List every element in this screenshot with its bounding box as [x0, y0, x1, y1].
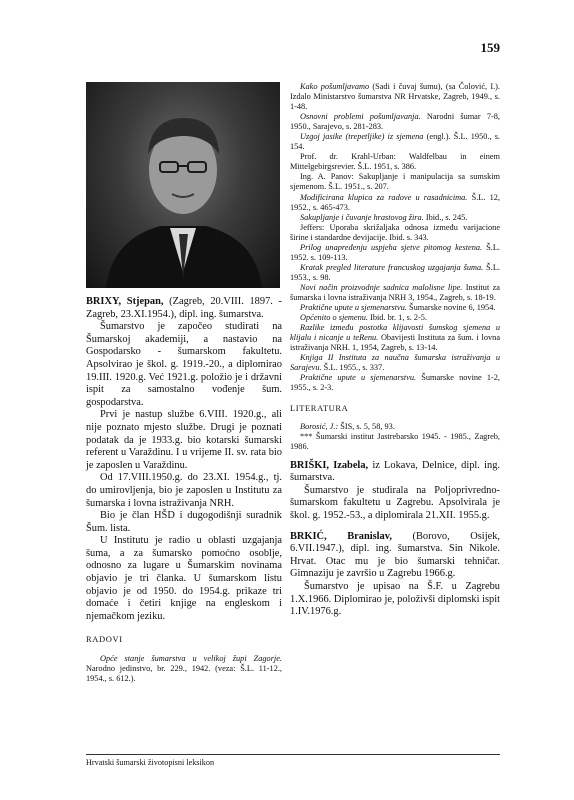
- entry-dates: (Zagreb, 20.VIII. 1897. - Zagreb, 23.XI.1954.), dipl. ing. šumarstva.: [86, 296, 283, 320]
- work-item: Kako pošumljavamo (Sadi i čuvaj šumu), (sa Čolović, I.). Izdalo Ministarstvo šumarstva NR Hrvatske, Zagreb, 1949., s. 1-48.: [290, 82, 500, 112]
- radovi-heading: RADOVI: [86, 634, 123, 645]
- paragraph: Šumarstvo je upisao na Š.F. u Zagrebu 1.X.1966. Diplomirao je, položivši diplomski ispit 1.IV.1976.g.: [290, 580, 500, 618]
- portrait-photo: [86, 82, 280, 288]
- work-reference: Opće stanje šumarstva u velikoj župi Zagorje. Narodno jedinstvo, br. 229., 1942. (veza: Š.L. 11-12., 1954., s. 612.).: [86, 654, 282, 684]
- page-footer: Hrvatski šumarski životopisni leksikon: [86, 754, 500, 767]
- work-item: Prilog unapređenju uspjeha sjetve pitomog kestena. Š.L. 1952. s. 109-113.: [290, 242, 500, 262]
- work-item: Praktične upute u sjemenarstvu. Šumarske novine 6, 1954.: [300, 303, 496, 313]
- entry-name: BRKIĆ, Branislav,: [290, 530, 392, 542]
- work-item: Knjiga II Instituta za naučna šumarska istraživanja u Sarajevu. Š.L. 1955., s. 337.: [290, 353, 500, 373]
- entry-name: BRIXY, Stjepan,: [86, 296, 164, 307]
- paragraph: Šumarstvo je studirala na Poljoprivredno-šumarskom fakultetu u Zagrebu. Apsolvirala je škol. g. 1952.-53., a diplomirala 21.XII. 1955.g.: [290, 484, 500, 522]
- entry-brixy-heading: [86, 296, 282, 321]
- left-column: [86, 296, 282, 684]
- paragraph: Šumarstvo je započeo studirati na Šumarskoj akademiji, a nastavio na Gospodarsko - šumarskom fakultetu. Apsolvirao je škol. g. 1919.-20., a diplomirao 19.III. 1920.g. Već 1921.g. položio je i državni ispit za samostalno vođenje šum. gospodarstva.: [86, 321, 282, 408]
- paragraph: U Institutu je radio u oblasti uzgajanja šuma, a za šumarsko pomoćno osoblje, odnosno za lugare u Šumarskim novinama objavio je tri članka. U šumarskom listu objavio je od 1950. do 1954.g. prikaze tri domaće i četiri knjige na engleskom i njemačkom jeziku.: [86, 535, 282, 622]
- literature-item: *** Šumarski institut Jastrebarsko 1945. - 1985., Zagreb, 1986.: [290, 431, 500, 451]
- paragraph: Od 17.VIII.1950.g. do 23.XI. 1954.g., tj. do umirovljenja, bio je zaposlen u Institutu za šumarska i lovna istraživanja NRH.: [86, 472, 282, 509]
- work-item: Novi način proizvodnje sadnica malolisne lipe. Institut za šumarska i lovna istraživanja NRH 3, 1954., Zagreb, s. 18-19.: [290, 282, 500, 302]
- work-item: Osnovni problemi pošumljavanja. Narodni šumar 7-8, 1950., Sarajevo, s. 281-283.: [290, 112, 500, 132]
- work-item: Ing. A. Panov: Sakupljanje i manipulacija sa sumskim sjemenom. Š.L. 1951., s. 207.: [290, 172, 500, 192]
- work-item: Općenito o sjemenu. Ibid. br. 1, s. 2-5.: [300, 313, 427, 323]
- entry-briski: BRIŠKI, Izabela, iz Lokava, Delnice, dipl. ing. šumarstva. Šumarstvo je studirala na Poljoprivredno-šumarskom fakultetu u Zagrebu. Apsolvirala je škol. g. 1952.-53., a diplomirala 21.XII. 1955.g. BRKIĆ, Branislav, (Borovo, Osijek, 6.VII.1947.), dipl. ing. šumarstva. Sin Nikole. Hrvat. Otac mu je bio šumarski tehničar. Gimnaziju je završio u Zagrebu 1966.g. Šumarstvo je upisao na Š.F. u Zagrebu 1.X.1966. Diplomirao je, položivši diplomski ispit 1.IV.1976.g.: [290, 459, 500, 618]
- works-list: [290, 82, 500, 393]
- page-number: 159: [480, 40, 500, 55]
- paragraph: Bio je član HŠD i dugogodišnji suradnik Šum. lista.: [86, 510, 282, 534]
- entry-brkic: BRKIĆ, Branislav, (Borovo, Osijek, 6.VII.1947.), dipl. ing. šumarstva. Sin Nikole. Hrvat. Otac mu je bio šumarski tehničar. Gimnaziju je završio u Zagrebu 1966.g.: [290, 530, 500, 580]
- work-item: Razlike između postotka klijavosti šumskog sjemena u klijalu i nicanje u teRenu. Obavijesti Instituta za šum. i lovna istraživanja NRH. 1, 1954, Zagreb, s. 13-14.: [290, 323, 500, 353]
- work-item: Prof. dr. Krahl-Urban: Waldfelbau in einem Mittelgebirgsrevier. Š.L. 1951, s. 386.: [290, 152, 500, 172]
- work-item: Sakupljanje i čuvanje hrastovog žira. Ibid., s. 245.: [300, 212, 468, 222]
- portrait-silhouette-icon: [86, 82, 280, 288]
- work-item: Kratak pregled literature francuskog uzgajanja šuma. Š.L. 1953., s. 98.: [290, 262, 500, 282]
- literature-item: Borosić, J.: ŠIS, s. 5, 58, 93.: [300, 421, 395, 431]
- paragraph: Prvi je nastup službe 6.VIII. 1920.g., ali nije poznato mjesto službe. Drugi je poznati podatak da je 1933.g. bio kotarski šumarski referent u Varaždinu. I u vrijeme II. sv. rata bio je zaposlen u Varaždinu.: [86, 409, 282, 471]
- literatura-heading: LITERATURA: [290, 403, 349, 414]
- entry-name: BRIŠKI, Izabela,: [290, 459, 369, 471]
- work-item: Jeffers: Uporaba skrižaljaka odnosa između varijacione širine i standardne devijacije. Ibid. s. 343.: [290, 222, 500, 242]
- work-item: Praktične upute u sjemenarstvu. Šumarske novine 1-2, 1955., s. 2-3.: [290, 373, 500, 393]
- right-column: [290, 82, 500, 619]
- work-item: Uzgoj jasike (trepetljike) iz sjemena (engl.). Š.L. 1950., s. 154.: [290, 132, 500, 152]
- work-item: Modificirana klupica za radove u rasadnicima. Š.L. 12, 1952., s. 465-473.: [290, 192, 500, 212]
